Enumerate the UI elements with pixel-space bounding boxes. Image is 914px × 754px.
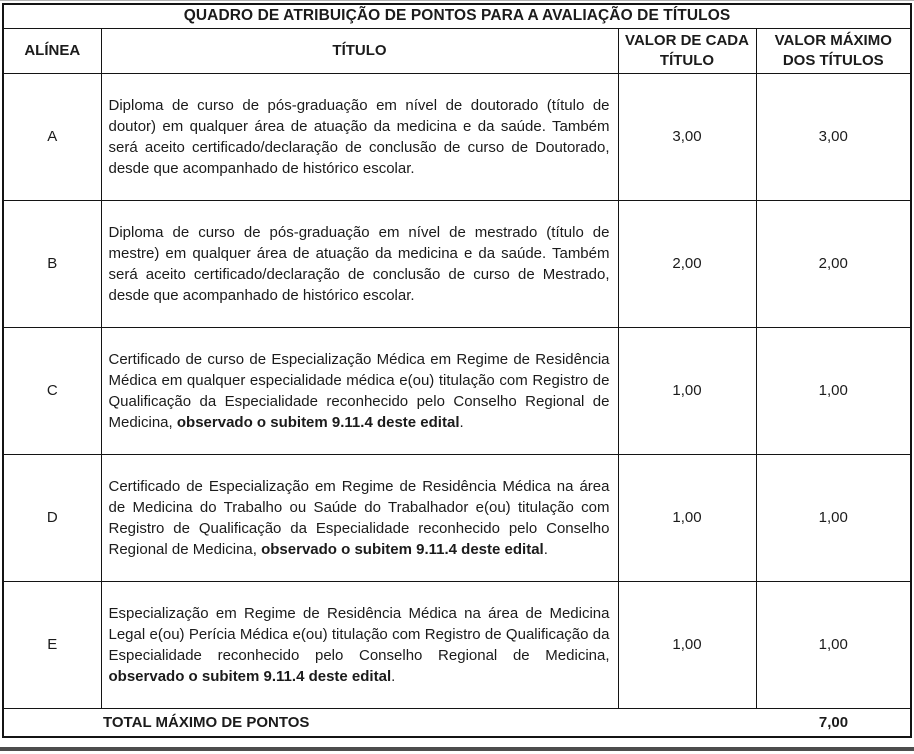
titulo-cell [101, 327, 618, 454]
titulo-cell [101, 73, 618, 200]
table-row-a [3, 73, 911, 200]
valor-cell: 1,00 [618, 327, 756, 454]
table-total-row [3, 708, 911, 737]
alinea-cell: C [3, 327, 101, 454]
titulo-cell [101, 454, 618, 581]
maximo-cell: 2,00 [756, 200, 911, 327]
valor-cell: 1,00 [618, 454, 756, 581]
total-cell [3, 708, 911, 737]
top-divider-rule [0, 0, 914, 1]
maximo-cell: 3,00 [756, 73, 911, 200]
table-row-d [3, 454, 911, 581]
bottom-divider-rule [0, 747, 914, 751]
alinea-cell: D [3, 454, 101, 581]
total-value: 7,00 [818, 713, 849, 731]
column-header-titulo: TÍTULO [101, 28, 618, 73]
titulo-bold-text: observado o subitem 9.11.4 deste edital [176, 413, 460, 431]
titulo-suffix: . [543, 540, 548, 558]
total-label: TOTAL MÁXIMO DE PONTOS [103, 713, 310, 731]
titulo-suffix: . [459, 413, 464, 431]
maximo-cell: 1,00 [756, 454, 911, 581]
table-title: QUADRO DE ATRIBUIÇÃO DE PONTOS PARA A AVALIAÇÃO DE TÍTULOS [3, 4, 911, 28]
points-attribution-table [2, 3, 912, 738]
table-header-row [3, 28, 911, 73]
valor-cell: 2,00 [618, 200, 756, 327]
titulo-bold-text: observado o subitem 9.11.4 deste edital [261, 540, 544, 558]
alinea-cell: E [3, 581, 101, 708]
titulo-text: Certificado de curso de Especialização Médica em Regime de Residência Médica em qualquer especialidade médica e(ou) titulação com Registro de Qualificação da Especialidade reconhecido pelo Conselho Regional de Medicina, [108, 350, 610, 431]
alinea-cell: B [3, 200, 101, 327]
valor-cell: 1,00 [618, 581, 756, 708]
titulo-bold-text: observado o subitem 9.11.4 deste edital [108, 667, 392, 685]
titulo-suffix: . [391, 667, 396, 685]
table-row-e [3, 581, 911, 708]
titulo-text: Diploma de curso de pós-graduação em nível de mestrado (título de mestre) em qualquer área de atuação da medicina e da saúde. Também será aceito certificado/declaração de conclusão de curso de Mestrado, desde que acompanhado de histórico escolar. [108, 223, 610, 304]
maximo-cell: 1,00 [756, 581, 911, 708]
titulo-text: Especialização em Regime de Residência Médica na área de Medicina Legal e(ou) Perícia Médica e(ou) titulação com Registro de Qualificação da Especialidade reconhecido pelo Conselho Regional de Medicina, [108, 604, 610, 664]
titulo-text: Certificado de Especialização em Regime de Residência Médica na área de Medicina do Trabalho ou Saúde do Trabalhador e(ou) titulação com Registro de Qualificação da Especialidade reconhecido pelo Conselho Regional de Medicina, [108, 477, 610, 558]
table-row-b [3, 200, 911, 327]
table-title-row [3, 4, 911, 28]
column-header-alinea: ALÍNEA [3, 28, 101, 73]
titulo-cell [101, 581, 618, 708]
valor-cell: 3,00 [618, 73, 756, 200]
titulo-cell [101, 200, 618, 327]
alinea-cell: A [3, 73, 101, 200]
table-row-c [3, 327, 911, 454]
titulo-text: Diploma de curso de pós-graduação em nível de doutorado (título de doutor) em qualquer área de atuação da medicina e da saúde. Também será aceito certificado/declaração de conclusão de curso de Doutorado, desde que acompanhado de histórico escolar. [108, 96, 610, 177]
maximo-cell: 1,00 [756, 327, 911, 454]
column-header-valor: VALOR DE CADA TÍTULO [618, 28, 756, 73]
column-header-maximo: VALOR MÁXIMO DOS TÍTULOS [756, 28, 911, 73]
